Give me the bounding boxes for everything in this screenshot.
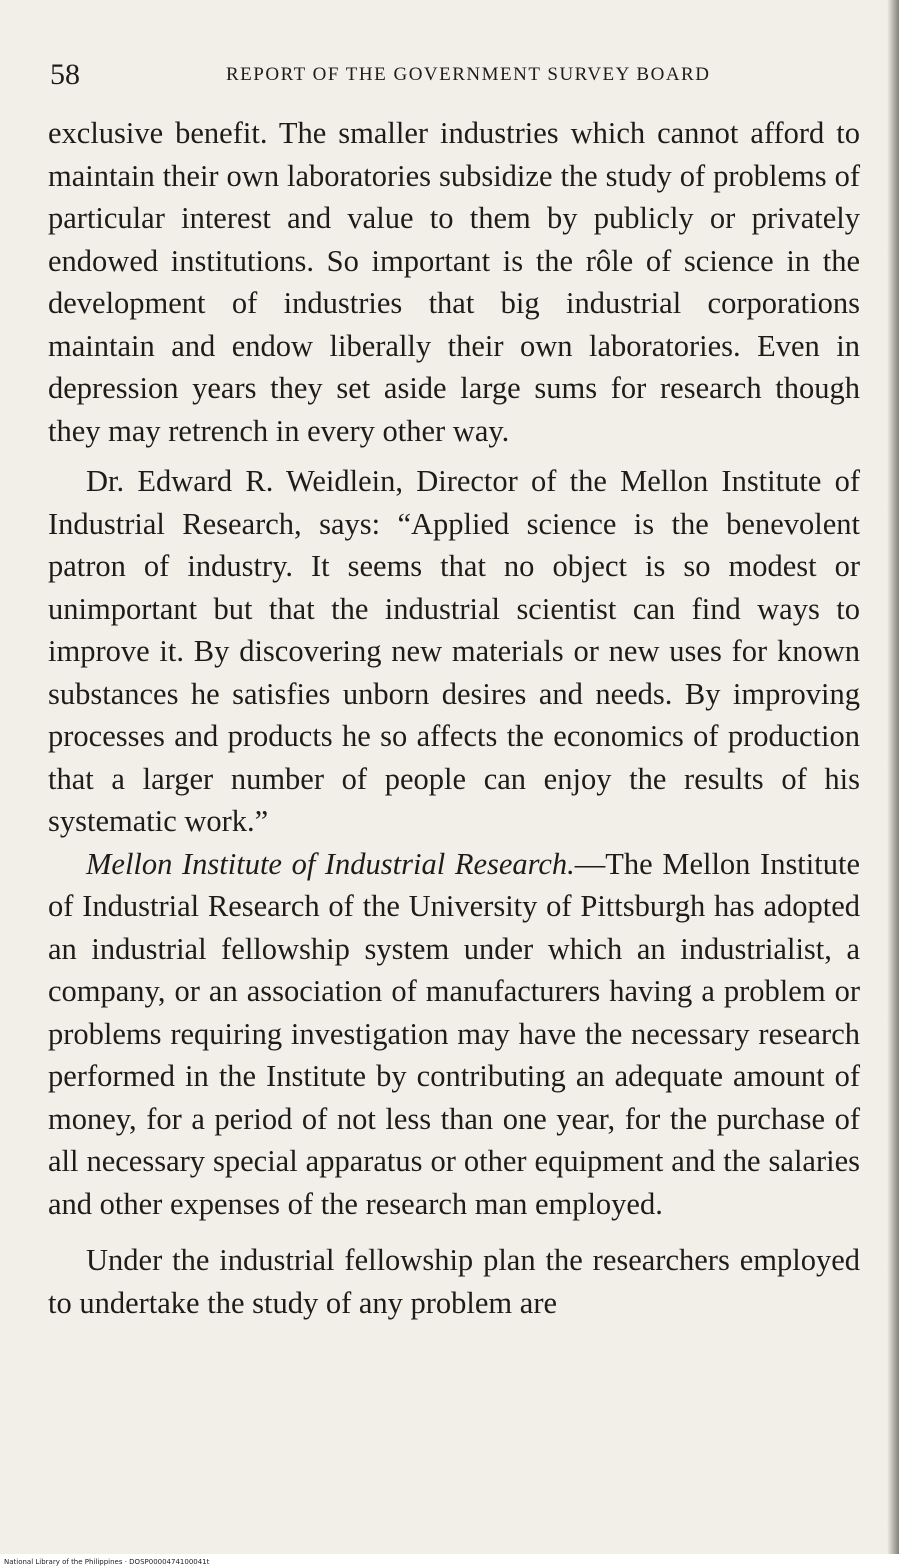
paragraph-weidlein-quote: Dr. Edward R. Weidlein, Director of the Mellon Institute of Industrial Research, says: “Applied science is the benevolent patron of industry. It seems that no object is so modest or unimportant but that the industrial scientist can find ways to improve it. By discovering new materials or new uses for known substances he satisfies unborn desires and needs. By improving processes and products he so affects the economics of production that a larger number of people can enjoy the results of his systematic work.” (48, 464, 860, 838)
paragraph-mellon-institute (48, 843, 860, 1226)
paragraph-fellowship-plan: Under the industrial fellowship plan the researchers employed to undertake the study of any problem are (48, 1243, 860, 1320)
section-heading-italic: Mellon Institute of Industrial Research. (86, 846, 575, 881)
page-header (48, 58, 858, 94)
paragraph-mellon-institute-body: —The Mellon Institute of Industrial Research of the University of Pittsburgh has adopted an industrial fellowship system under which an industrialist, a company, or an association of manufacturers having a problem or problems requiring investigation may have the necessary research performed in the Institute by contributing an adequate amount of money, for a period of not less than one year, for the purchase of all necessary special apparatus or other equipment and the salaries and other expenses of the research man employed. (48, 846, 860, 1221)
scan-footer (0, 1554, 899, 1568)
body-text (48, 112, 860, 1324)
page-edge-shadow (887, 0, 899, 1568)
running-head: REPORT OF THE GOVERNMENT SURVEY BOARD (226, 64, 711, 85)
page-number: 58 (50, 58, 80, 91)
scan-credit: National Library of the Philippines · DOSP0000474100041t (4, 1558, 210, 1566)
paragraph-continuation: exclusive benefit. The smaller industries which cannot afford to maintain their own laboratories subsidize the study of problems of particular interest and value to them by publicly or privately endowed institutions. So important is the rôle of science in the development of industries that big industrial corporations maintain and endow liberally their own laboratories. Even in depression years they set aside large sums for research though they may retrench in every other way. (48, 116, 860, 448)
